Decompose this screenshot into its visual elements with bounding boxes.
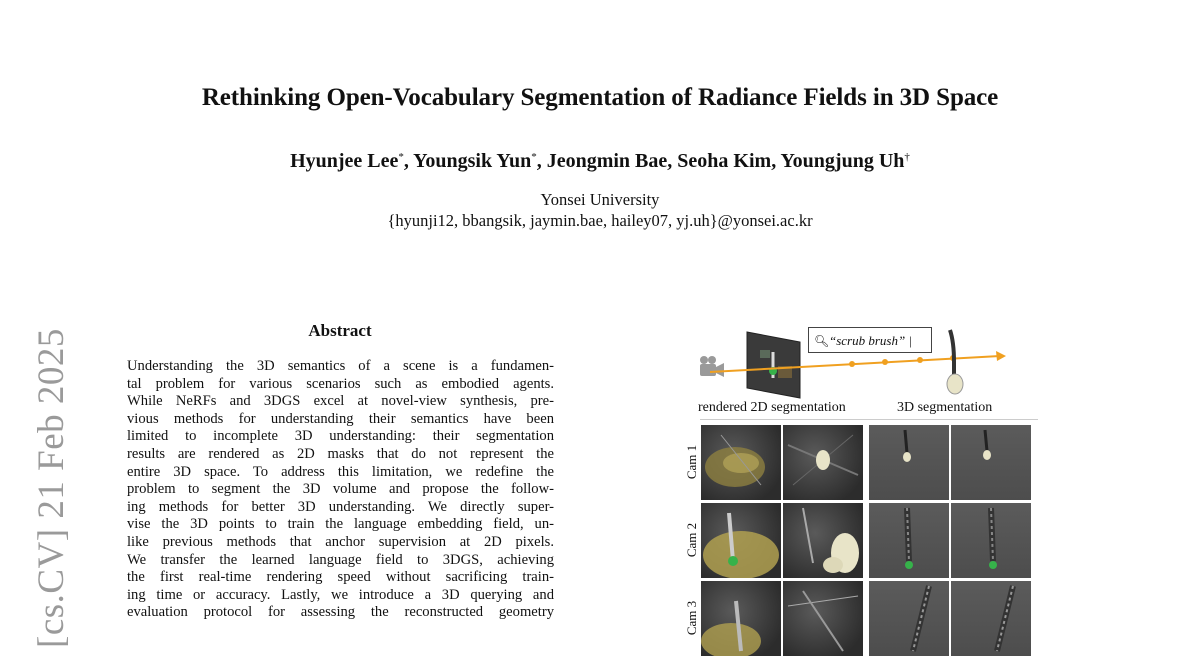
abstract-line: the first real-time rendering speed without sacrificing train- xyxy=(127,569,554,586)
author-mark: * xyxy=(531,151,537,163)
affiliation-block xyxy=(0,189,1200,231)
abstract-heading: Abstract xyxy=(308,321,372,340)
affiliation: Yonsei University xyxy=(540,190,660,209)
query-search-box[interactable]: 🔍︎ “scrub brush” | xyxy=(808,327,932,353)
render-tile xyxy=(701,581,781,656)
abstract-line: problem to segment the 3D volume and propose the follow- xyxy=(127,481,554,498)
abstract-line: results are rendered as 2D masks that do not represent the xyxy=(127,445,554,462)
author-name: Youngjung Uh xyxy=(780,150,905,172)
seg-tile xyxy=(869,503,949,578)
author-list xyxy=(0,150,1200,173)
author-separator: , xyxy=(536,150,547,172)
abstract-line: While NeRFs and 3DGS excel at novel-view synthesis, pre- xyxy=(127,393,554,410)
author-separator: , xyxy=(771,150,781,172)
abstract-line: like previous methods that anchor supervision at 2D pixels. xyxy=(127,533,554,550)
abstract-line: ing time or accuracy. Lastly, we introduce a 3D querying and xyxy=(127,586,554,603)
caption-rendered-2d: rendered 2D segmentation xyxy=(698,400,846,415)
abstract-line: We transfer the learned language field to 3DGS, achieving xyxy=(127,551,554,568)
rendered-image-plane xyxy=(747,332,800,398)
caption-3d-seg: 3D segmentation xyxy=(897,400,993,415)
seg-tile xyxy=(951,503,1031,578)
author-name: Youngsik Yun xyxy=(413,150,532,172)
cam-label-2: Cam 2 xyxy=(684,522,700,558)
author-mark: † xyxy=(904,151,910,163)
render-tile xyxy=(783,503,863,578)
render-tile xyxy=(701,503,781,578)
render-tile xyxy=(701,425,781,500)
abstract-line: ing methods for better 3D understanding. We directly super- xyxy=(127,498,554,515)
abstract-line: vious methods for understanding their semantics have been xyxy=(127,410,554,427)
cam-label-3: Cam 3 xyxy=(684,600,700,636)
camera-icon xyxy=(700,356,724,377)
cam-label-1: Cam 1 xyxy=(684,444,700,480)
caption-divider xyxy=(700,419,1038,420)
abstract-line: limited to incomplete 3D understanding: their segmentation xyxy=(127,428,554,445)
teaser-figure xyxy=(670,322,1040,652)
author-separator: , xyxy=(403,150,414,172)
author-separator: , xyxy=(667,150,678,172)
abstract-line: entire 3D space. To address this limitation, we redefine the xyxy=(127,463,554,480)
render-tile xyxy=(783,581,863,656)
seg-tile xyxy=(951,581,1031,656)
abstract-line: vise the 3D points to train the language embedding field, un- xyxy=(127,516,554,533)
author-name: Jeongmin Bae xyxy=(546,150,668,172)
abstract-line: evaluation protocol for assessing the reconstructed geometry xyxy=(127,604,554,621)
seg-tile xyxy=(869,425,949,500)
scrub-brush-object xyxy=(947,330,963,394)
paper-title: Rethinking Open-Vocabulary Segmentation of Radiance Fields in 3D Space xyxy=(201,84,999,111)
seg-tile xyxy=(869,581,949,656)
abstract-line: Understanding the 3D semantics of a scene is a fundamen- xyxy=(127,358,554,374)
abstract-line: tal problem for various scenarios such as embodied agents. xyxy=(127,375,554,392)
author-mark: * xyxy=(398,151,404,163)
render-tile xyxy=(783,425,863,500)
seg-tile xyxy=(951,425,1031,500)
author-name: Seoha Kim xyxy=(677,150,772,172)
search-icon: 🔍︎ xyxy=(814,334,830,348)
abstract-body xyxy=(127,358,554,622)
author-emails: {hyunji12, bbangsik, jaymin.bae, hailey07, yj.uh}@yonsei.ac.kr xyxy=(387,211,813,230)
author-name: Hyunjee Lee xyxy=(290,150,399,172)
arxiv-stamp: [cs.CV] 21 Feb 2025 xyxy=(31,328,72,648)
query-text: “scrub brush” xyxy=(829,333,906,348)
